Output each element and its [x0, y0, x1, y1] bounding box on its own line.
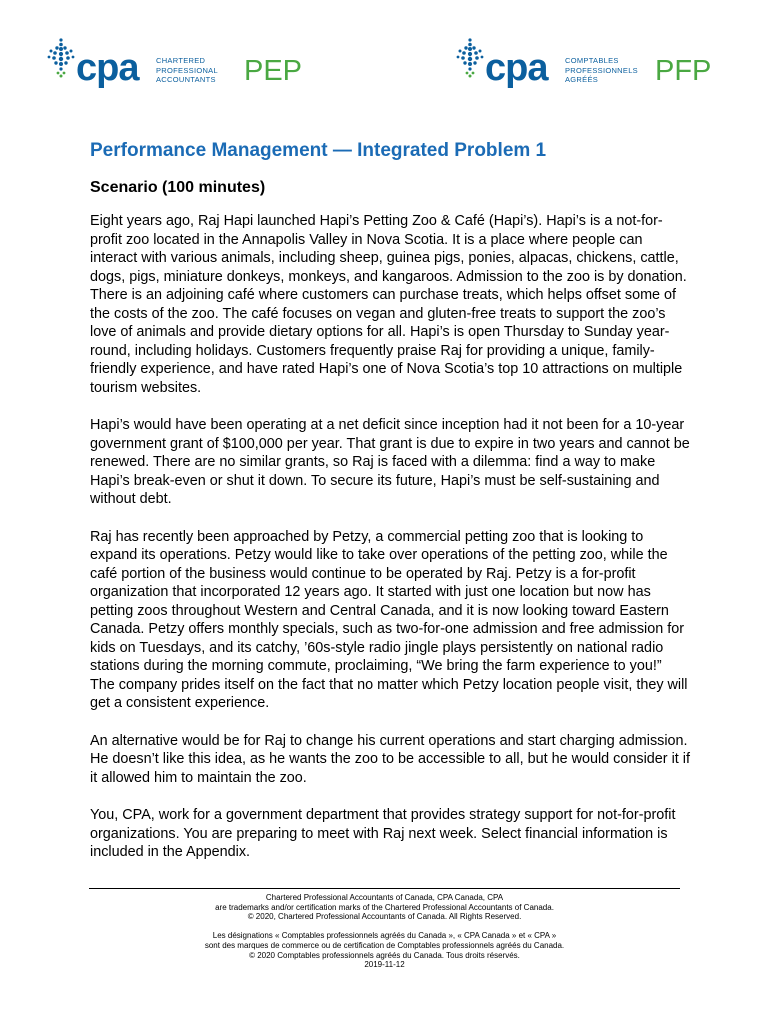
paragraph: You, CPA, work for a government department that provides strategy support for not-for-profit organizations. You are preparing to meet with Raj next week. Select financial information is included in the Appendix.: [90, 807, 676, 860]
org-line: ACCOUNTANTS: [156, 75, 216, 84]
footer-line: Chartered Professional Accountants of Canada, CPA Canada, CPA: [265, 893, 504, 902]
cpa-pfp-logo: [455, 36, 725, 92]
program-code: PEP: [244, 55, 303, 87]
footer-date: 2019-11-12: [364, 960, 405, 970]
paragraph: Raj has recently been approached by Petzy, a commercial petting zoo that is looking to expand its operations. Petzy would like to take over operations of the petting zoo, while the café portion of the business would continue to be operated by Raj. Petzy is a for-profit organization that incorporated 12 years ago. It started with just one location but now has petting zoos throughout Western and Central Canada, and it is now looking toward Eastern Canada. Petzy offers monthly specials, such as two-for-one admission and free admission for kids on Tuesdays, and its catchy, ’60s-style radio jingle plays persistently on national radio stations during the morning commute, proclaiming, “We bring the farm experience to you!” The company prides itself on the fact that no matter which Petzy location people visit, they will get a consistent experience.: [90, 528, 688, 711]
scenario-body: [90, 212, 690, 881]
maple-dots-icon: [46, 36, 76, 92]
org-line: PROFESSIONNELS: [565, 65, 638, 75]
org-name: [156, 56, 218, 85]
cpa-wordmark: cpa: [76, 47, 139, 89]
footer-line: © 2020, Chartered Professional Accountants of Canada. All Rights Reserved.: [247, 912, 522, 922]
scenario-heading: Scenario (100 minutes): [90, 179, 266, 196]
footer-divider: [89, 888, 680, 889]
footer-line: are trademarks and/or certification marks of the Chartered Professional Accountants of Canada.: [215, 902, 554, 912]
document-title: Performance Management — Integrated Problem 1: [90, 140, 547, 161]
footer-line: sont des marques de commerce ou de certification de Comptables professionnels agréés du Canada.: [204, 940, 565, 950]
program-code: PFP: [655, 55, 712, 87]
org-line: CHARTERED: [156, 56, 206, 65]
org-line: PROFESSIONAL: [156, 65, 218, 75]
footer: [89, 893, 680, 970]
paragraph: An alternative would be for Raj to change his current operations and start charging admission. He doesn’t like this idea, as he wants the zoo to be accessible to all, but he would consider it if it allowed him to maintain the zoo.: [90, 732, 690, 786]
cpa-pep-logo: [46, 36, 316, 92]
footer-line: Les désignations « Comptables professionnels agréés du Canada », « CPA Canada » et « CPA »: [212, 931, 557, 941]
paragraph: Eight years ago, Raj Hapi launched Hapi’s Petting Zoo & Café (Hapi’s). Hapi’s is a not-for-profit zoo located in the Annapolis Valley in Nova Scotia. It is a place where people can interact with various animals, including sheep, guinea pigs, ponies, alpacas, chickens, cattle, dogs, pigs, miniature donkeys, monkeys, and kangaroos. Admission to the zoo is by donation. There is an adjoining café where customers can purchase treats, which helps offset some of the costs of the zoo. The café focuses on vegan and gluten-free treats to support the zoo’s love of animals and provide dietary options for all. Hapi’s is open Thursday to Sunday year-round, including holidays. Customers frequently praise Raj for providing a unique, family-friendly experience, and have rated Hapi’s one of Nova Scotia’s top 10 attractions on multiple tourism websites.: [90, 213, 687, 396]
cpa-wordmark: cpa: [485, 47, 548, 89]
org-line: COMPTABLES: [565, 56, 619, 65]
paragraph: Hapi’s would have been operating at a net deficit since inception had it not been for a 10-year government grant of $100,000 per year. That grant is due to expire in two years and cannot be renewed. There are no similar grants, so Raj is faced with a dilemma: find a way to make Hapi’s break-even or shut it down. To secure its future, Hapi’s must be self-sustaining and without debt.: [90, 417, 690, 507]
footer-line: © 2020 Comptables professionnels agréés du Canada. Tous droits réservés.: [249, 950, 520, 960]
org-line: AGRÉÉS: [565, 75, 599, 84]
org-name: [565, 56, 638, 85]
maple-dots-icon: [455, 36, 485, 92]
